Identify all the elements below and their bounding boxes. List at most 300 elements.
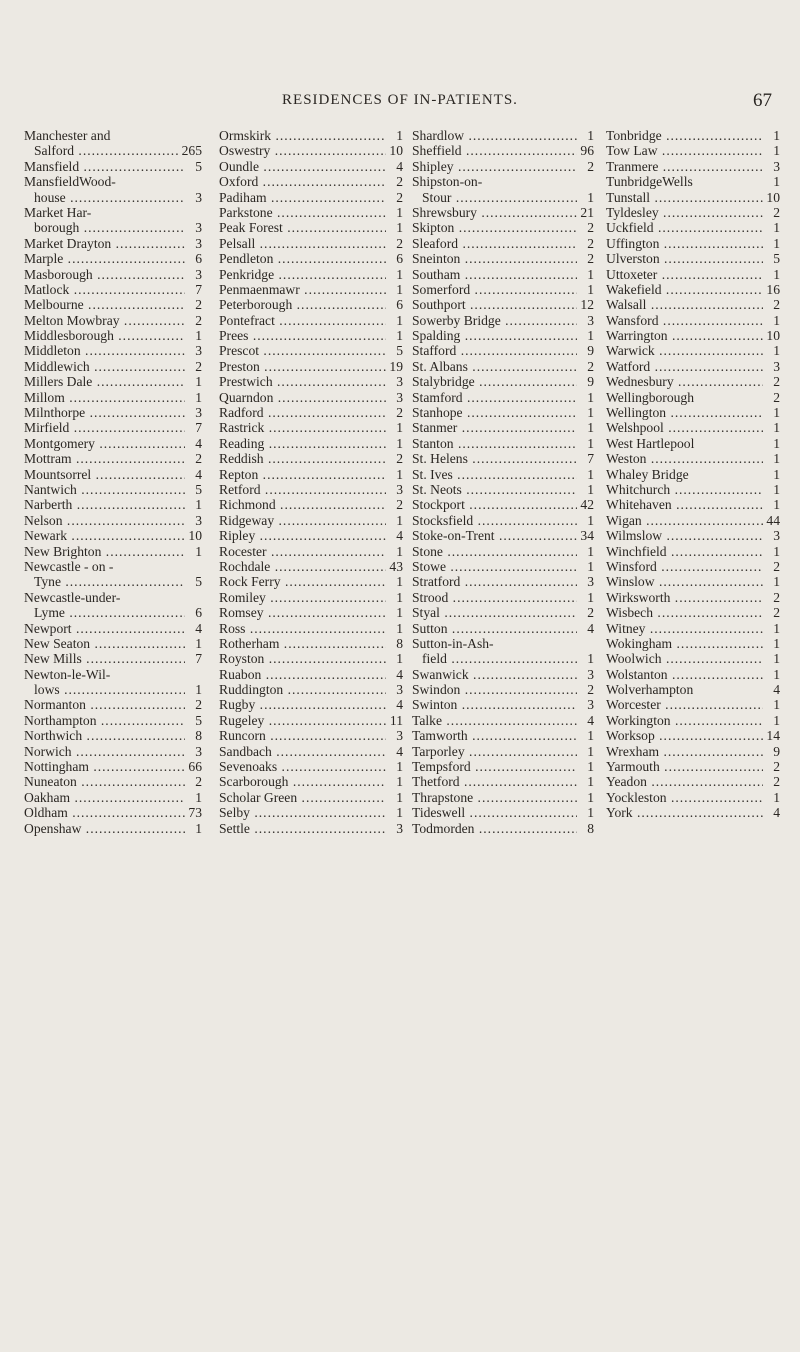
patient-count: 5 — [396, 343, 403, 359]
patient-count: 1 — [587, 728, 594, 744]
place-name: Welshpool ..... — [606, 420, 763, 435]
place-name: Reddish ..... — [219, 451, 386, 466]
list-item — [219, 590, 403, 605]
place-name: Penmaenmawr ..... — [219, 282, 386, 297]
list-item — [24, 267, 202, 282]
patient-count: 73 — [188, 805, 202, 821]
patient-count: 1 — [773, 574, 780, 590]
place-name: Stone ..... — [412, 544, 577, 559]
list-item — [219, 205, 403, 220]
list-item — [24, 251, 202, 266]
place-name: Worcester ..... — [606, 697, 763, 712]
list-item — [219, 436, 403, 451]
list-item — [412, 482, 594, 497]
patient-count: 2 — [396, 174, 403, 190]
list-item — [219, 744, 403, 759]
place-name: Mountsorrel ..... — [24, 467, 185, 482]
place-name: Rocester ..... — [219, 544, 386, 559]
place-name: Rotherham ..... — [219, 636, 386, 651]
place-name: Todmorden ..... — [412, 821, 577, 836]
place-name: Winslow ..... — [606, 574, 763, 589]
patient-count: 1 — [396, 220, 403, 236]
place-name: Preston ..... — [219, 359, 386, 374]
patient-count: 2 — [195, 297, 202, 313]
patient-count: 1 — [587, 420, 594, 436]
list-item — [24, 313, 202, 328]
place-name: Narberth ..... — [24, 497, 185, 512]
place-name: Lyme ..... — [24, 605, 185, 620]
list-item — [219, 374, 403, 389]
place-name: Uffington ..... — [606, 236, 763, 251]
patient-count: 3 — [396, 682, 403, 698]
list-item — [24, 651, 202, 666]
place-name: Openshaw ..... — [24, 821, 185, 836]
list-item — [606, 774, 780, 789]
place-name: Sevenoaks ..... — [219, 759, 386, 774]
page-number: 67 — [753, 90, 772, 111]
patient-count: 1 — [587, 543, 594, 559]
place-name: Melbourne ..... — [24, 297, 185, 312]
place-name: Tideswell ..... — [412, 805, 577, 820]
list-item — [606, 636, 780, 651]
patient-count: 7 — [587, 451, 594, 467]
place-name: New Seaton ..... — [24, 636, 185, 651]
list-item — [24, 220, 202, 235]
patient-count: 1 — [396, 128, 403, 143]
place-name: TunbridgeWells — [606, 174, 693, 190]
place-name: Newport ..... — [24, 621, 185, 636]
place-name: Milnthorpe ..... — [24, 405, 185, 420]
place-name: Prees ..... — [219, 328, 386, 343]
patient-count: 3 — [195, 266, 202, 282]
patient-count: 14 — [766, 728, 780, 744]
place-name: Prescot ..... — [219, 343, 386, 358]
list-item — [412, 436, 594, 451]
patient-count: 1 — [773, 343, 780, 359]
place-name: Yeadon ..... — [606, 774, 763, 789]
place-name: Thetford ..... — [412, 774, 577, 789]
list-item — [24, 559, 202, 574]
patient-count — [577, 636, 594, 651]
patient-count: 1 — [587, 789, 594, 805]
place-name: Whitchurch ..... — [606, 482, 763, 497]
place-name: Rugby ..... — [219, 697, 386, 712]
list-item — [606, 205, 780, 220]
patient-count: 1 — [195, 374, 202, 390]
list-item — [412, 759, 594, 774]
place-name: Southport ..... — [412, 297, 577, 312]
place-name: Ripley ..... — [219, 528, 386, 543]
patient-count — [185, 559, 202, 574]
place-name: field ..... — [412, 651, 577, 666]
place-name: St. Helens ..... — [412, 451, 577, 466]
column-3 — [412, 128, 594, 836]
place-name: Manchester and — [24, 128, 111, 143]
patient-count: 11 — [389, 712, 403, 728]
place-name: Sleaford ..... — [412, 236, 577, 251]
place-name: Uttoxeter ..... — [606, 267, 763, 282]
list-item — [219, 174, 403, 189]
patient-count: 2 — [587, 605, 594, 621]
patient-count: 44 — [766, 512, 780, 528]
patient-count: 1 — [396, 620, 403, 636]
place-name: St. Ives ..... — [412, 467, 577, 482]
list-item — [606, 343, 780, 358]
patient-count: 3 — [195, 405, 202, 421]
patient-count: 5 — [195, 158, 202, 174]
list-item — [606, 436, 780, 451]
page-header — [0, 90, 800, 112]
place-name: Witney ..... — [606, 621, 763, 636]
patient-count: 1 — [587, 435, 594, 451]
patient-count: 1 — [587, 389, 594, 405]
patient-count: 10 — [766, 189, 780, 205]
list-item — [412, 313, 594, 328]
patient-count: 3 — [773, 528, 780, 544]
place-name: Runcorn ..... — [219, 728, 386, 743]
patient-count — [185, 128, 202, 143]
place-name: lows ..... — [24, 682, 185, 697]
list-item — [606, 497, 780, 512]
list-item — [412, 636, 594, 651]
patient-count: 2 — [396, 189, 403, 205]
list-item — [412, 513, 594, 528]
patient-count — [577, 174, 594, 189]
place-name: Sutton-in-Ash- — [412, 635, 494, 651]
list-item — [219, 790, 403, 805]
place-name: Stour ..... — [412, 190, 577, 205]
patient-count: 2 — [773, 389, 780, 405]
patient-count — [185, 174, 202, 189]
patient-count: 1 — [396, 805, 403, 821]
place-name: Ruddington ..... — [219, 682, 386, 697]
patient-count: 1 — [587, 281, 594, 297]
list-item — [219, 482, 403, 497]
place-name: Mottram ..... — [24, 451, 185, 466]
place-name: Melton Mowbray ..... — [24, 313, 185, 328]
place-name: Peterborough ..... — [219, 297, 386, 312]
list-item — [412, 405, 594, 420]
patient-count: 1 — [773, 266, 780, 282]
place-name: Romsey ..... — [219, 605, 386, 620]
list-item — [219, 805, 403, 820]
place-name: Styal ..... — [412, 605, 577, 620]
list-item — [606, 374, 780, 389]
place-name: Sneinton ..... — [412, 251, 577, 266]
place-name: Parkstone ..... — [219, 205, 386, 220]
column-4 — [606, 128, 780, 821]
list-item — [24, 451, 202, 466]
place-name: Prestwich ..... — [219, 374, 386, 389]
patient-count: 9 — [587, 374, 594, 390]
list-item — [606, 190, 780, 205]
list-item — [219, 313, 403, 328]
list-item — [219, 282, 403, 297]
place-name: Oakham ..... — [24, 790, 185, 805]
place-name: Market Drayton ..... — [24, 236, 185, 251]
list-item — [219, 528, 403, 543]
list-item — [219, 451, 403, 466]
list-item — [219, 405, 403, 420]
place-name: Normanton ..... — [24, 697, 185, 712]
place-name: Peak Forest ..... — [219, 220, 386, 235]
place-name: Oldham ..... — [24, 805, 185, 820]
list-item — [24, 236, 202, 251]
column-2 — [219, 128, 403, 836]
patient-count: 1 — [773, 143, 780, 159]
patient-count: 4 — [396, 697, 403, 713]
place-name: Tamworth ..... — [412, 728, 577, 743]
place-name: Tempsford ..... — [412, 759, 577, 774]
patient-count: 3 — [195, 512, 202, 528]
list-item — [219, 220, 403, 235]
patient-count: 2 — [396, 497, 403, 513]
place-name: Montgomery ..... — [24, 436, 185, 451]
patient-count: 1 — [396, 266, 403, 282]
list-item — [24, 574, 202, 589]
patient-count: 1 — [773, 666, 780, 682]
list-item — [412, 574, 594, 589]
list-item — [219, 159, 403, 174]
patient-count: 2 — [773, 204, 780, 220]
patient-count: 21 — [580, 204, 594, 220]
patient-count: 3 — [587, 574, 594, 590]
patient-count: 3 — [587, 666, 594, 682]
list-item — [606, 220, 780, 235]
place-name: Ridgeway ..... — [219, 513, 386, 528]
place-name: Sutton ..... — [412, 621, 577, 636]
list-item — [412, 159, 594, 174]
list-item — [606, 744, 780, 759]
list-item — [24, 621, 202, 636]
patient-count: 1 — [773, 405, 780, 421]
place-name: Wolverhampton — [606, 682, 694, 698]
list-item — [412, 297, 594, 312]
patient-count: 7 — [195, 281, 202, 297]
list-item — [24, 821, 202, 836]
list-item — [219, 420, 403, 435]
patient-count: 1 — [773, 466, 780, 482]
place-name: St. Albans ..... — [412, 359, 577, 374]
place-name: Royston ..... — [219, 651, 386, 666]
list-item — [412, 682, 594, 697]
place-name: Nantwich ..... — [24, 482, 185, 497]
list-item — [606, 667, 780, 682]
place-name: Ulverston ..... — [606, 251, 763, 266]
list-item — [24, 590, 202, 605]
patient-count: 19 — [389, 358, 403, 374]
list-item — [219, 651, 403, 666]
patient-count: 4 — [773, 805, 780, 821]
patient-count: 1 — [587, 128, 594, 143]
list-item — [24, 482, 202, 497]
list-item — [219, 621, 403, 636]
list-item — [606, 451, 780, 466]
patient-count — [185, 205, 202, 220]
list-item — [24, 805, 202, 820]
patient-count: 4 — [773, 682, 780, 698]
place-name: Skipton ..... — [412, 220, 577, 235]
place-name: Stalybridge ..... — [412, 374, 577, 389]
patient-count: 3 — [396, 374, 403, 390]
place-name: Ormskirk ..... — [219, 128, 386, 143]
list-item — [24, 143, 202, 158]
patient-count: 6 — [396, 251, 403, 267]
place-name: Wokingham ..... — [606, 636, 763, 651]
patient-count: 2 — [773, 558, 780, 574]
patient-count: 3 — [396, 389, 403, 405]
place-name: Stafford ..... — [412, 343, 577, 358]
patient-count: 96 — [580, 143, 594, 159]
list-item — [412, 267, 594, 282]
patient-count: 9 — [773, 743, 780, 759]
patient-count: 1 — [195, 389, 202, 405]
patient-count: 3 — [587, 312, 594, 328]
list-item — [606, 405, 780, 420]
list-item — [412, 590, 594, 605]
patient-count: 1 — [195, 497, 202, 513]
list-item — [606, 651, 780, 666]
list-item — [606, 805, 780, 820]
patient-count: 1 — [396, 466, 403, 482]
patient-count: 1 — [587, 328, 594, 344]
place-name: Repton ..... — [219, 467, 386, 482]
patient-count: 1 — [396, 574, 403, 590]
place-name: Stratford ..... — [412, 574, 577, 589]
patient-count: 1 — [195, 682, 202, 698]
list-item — [219, 713, 403, 728]
patient-count: 1 — [195, 789, 202, 805]
list-item — [606, 420, 780, 435]
place-name: Quarndon ..... — [219, 390, 386, 405]
patient-count: 2 — [587, 235, 594, 251]
list-item — [412, 451, 594, 466]
list-item — [412, 143, 594, 158]
patient-count: 1 — [773, 635, 780, 651]
patient-count: 1 — [773, 497, 780, 513]
list-item — [219, 343, 403, 358]
patient-count: 8 — [396, 635, 403, 651]
patient-count: 1 — [773, 435, 780, 451]
place-name: Oundle ..... — [219, 159, 386, 174]
patient-count: 1 — [587, 481, 594, 497]
patient-count: 4 — [195, 466, 202, 482]
place-name: Wilmslow ..... — [606, 528, 763, 543]
patient-count: 3 — [195, 235, 202, 251]
place-name: Tyldesley ..... — [606, 205, 763, 220]
patient-count: 4 — [587, 620, 594, 636]
list-item — [219, 467, 403, 482]
list-item — [24, 497, 202, 512]
list-item — [24, 190, 202, 205]
place-name: Uckfield ..... — [606, 220, 763, 235]
place-name: Swinton ..... — [412, 697, 577, 712]
place-name: Millom ..... — [24, 390, 185, 405]
place-name: Penkridge ..... — [219, 267, 386, 282]
place-name: Newcastle-under- — [24, 589, 121, 605]
place-name: Winchfield ..... — [606, 544, 763, 559]
list-item — [412, 774, 594, 789]
patient-count: 2 — [587, 682, 594, 698]
place-name: Masborough ..... — [24, 267, 185, 282]
place-name: Selby ..... — [219, 805, 386, 820]
patient-count: 1 — [587, 558, 594, 574]
place-name: Stockport ..... — [412, 497, 577, 512]
place-name: Newton-le-Wil- — [24, 666, 111, 682]
list-item — [412, 220, 594, 235]
patient-count: 1 — [773, 312, 780, 328]
list-item — [606, 513, 780, 528]
list-item — [412, 651, 594, 666]
patient-count: 3 — [396, 820, 403, 836]
list-item — [24, 436, 202, 451]
patient-count: 1 — [773, 697, 780, 713]
list-item — [606, 713, 780, 728]
patient-count: 12 — [580, 297, 594, 313]
patient-count: 10 — [766, 328, 780, 344]
list-item — [412, 190, 594, 205]
patient-count: 1 — [396, 435, 403, 451]
list-item — [412, 790, 594, 805]
list-item — [219, 143, 403, 158]
patient-count: 1 — [587, 466, 594, 482]
list-item — [219, 513, 403, 528]
list-item — [606, 559, 780, 574]
place-name: Oxford ..... — [219, 174, 386, 189]
patient-count: 2 — [587, 220, 594, 236]
list-item — [219, 236, 403, 251]
list-item — [412, 805, 594, 820]
list-item — [219, 574, 403, 589]
list-item — [606, 251, 780, 266]
list-item — [24, 405, 202, 420]
list-item — [412, 697, 594, 712]
list-item — [24, 713, 202, 728]
list-item — [606, 590, 780, 605]
patient-count: 6 — [195, 251, 202, 267]
list-item — [24, 697, 202, 712]
place-name: Rugeley ..... — [219, 713, 386, 728]
place-name: Spalding ..... — [412, 328, 577, 343]
place-name: Yarmouth ..... — [606, 759, 763, 774]
patient-count: 4 — [396, 743, 403, 759]
list-item — [24, 343, 202, 358]
place-name: Stoke-on-Trent ..... — [412, 528, 577, 543]
list-item — [24, 667, 202, 682]
patient-count: 2 — [773, 759, 780, 775]
list-item — [24, 374, 202, 389]
list-item — [606, 482, 780, 497]
place-name: Rock Ferry ..... — [219, 574, 386, 589]
list-item — [412, 667, 594, 682]
list-item — [219, 774, 403, 789]
list-item — [219, 297, 403, 312]
list-item — [412, 174, 594, 189]
patient-count: 1 — [587, 651, 594, 667]
patient-count: 8 — [587, 820, 594, 836]
patient-count: 4 — [587, 712, 594, 728]
patient-count: 1 — [587, 805, 594, 821]
list-item — [219, 251, 403, 266]
place-name: Wellingborough — [606, 389, 695, 405]
list-item — [412, 390, 594, 405]
list-item — [606, 174, 780, 189]
patient-count: 4 — [396, 528, 403, 544]
patient-count: 3 — [396, 481, 403, 497]
list-item — [412, 282, 594, 297]
patient-count: 5 — [773, 251, 780, 267]
list-item — [412, 497, 594, 512]
